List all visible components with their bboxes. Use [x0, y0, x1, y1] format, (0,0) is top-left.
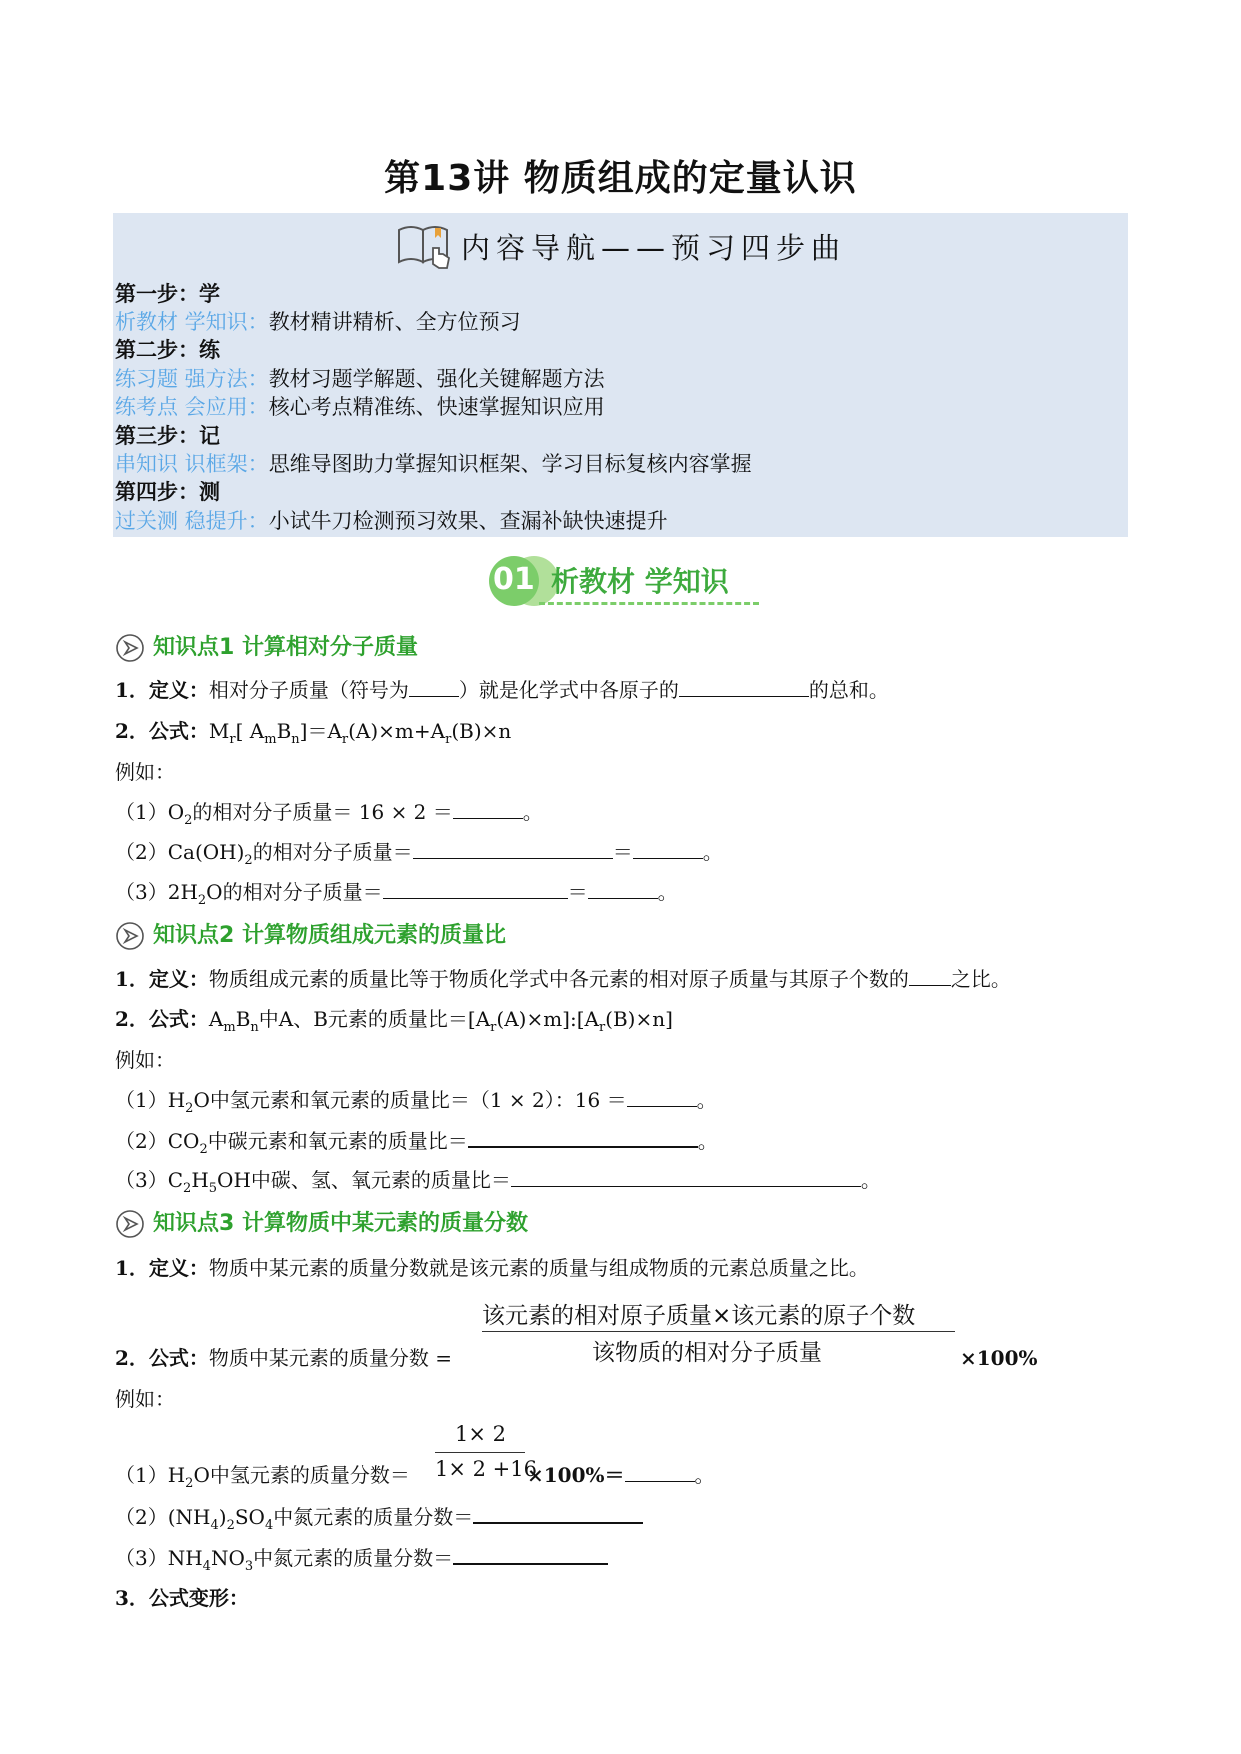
nav-row-4: 练习题 强方法：教材习题学解题、强化关键解题方法: [115, 367, 605, 391]
nav-row-6: 第三步：记: [115, 424, 220, 448]
kp3-fraction-numerator: 该元素的相对原子质量×该元素的原子个数: [482, 1303, 916, 1329]
kp3-formula-variant: 3．公式变形：: [115, 1586, 249, 1610]
nav-heading: 内容导航——预习四步曲: [460, 230, 846, 265]
nav-row-2: 析教材 学知识：教材精讲精析、全方位预习: [115, 310, 521, 334]
kp3-heading: 知识点3 计算物质中某元素的质量分数: [115, 1206, 528, 1239]
kp3-example-1-result: ×100%＝ 。: [527, 1463, 715, 1487]
nav-row-7: 串知识 识框架：思维导图助力掌握知识框架、学习目标复核内容掌握: [115, 452, 752, 476]
kp1-example-2: $(2)Ca(OH)_2$的相对分子质量＝ ＝ 。: [115, 840, 723, 868]
kp1-definition: 1．定义：相对分子质量（符号为 ）就是化学式中各原子的 的总和。: [115, 678, 889, 702]
play-arrow-icon: [115, 921, 145, 951]
kp1-formula: 2．公式：$M_r$[ $A_mB_n]=A_r(A)\times m+A_r(B)\times n$: [115, 719, 512, 747]
kp3-ex1-denominator: 1× 2 +16: [435, 1457, 537, 1481]
kp1-heading: 知识点1 计算相对分子质量: [115, 630, 418, 663]
kp1-example-label: 例如：: [115, 760, 175, 784]
kp3-ex1-fraction-bar: [435, 1452, 525, 1453]
kp3-example-label: 例如：: [115, 1387, 175, 1411]
kp2-definition: 1．定义：物质组成元素的质量比等于物质化学式中各元素的相对原子质量与其原子个数的 之比。: [115, 967, 1011, 991]
nav-header: [113, 222, 1128, 272]
kp2-example-1: $(1)H_2O$中氢元素和氧元素的质量比＝（1 × 2）：16 ＝ 。: [115, 1088, 717, 1116]
kp3-ex1-numerator: 1× 2: [455, 1422, 506, 1446]
kp3-fraction-denominator: 该物质的相对分子质量: [592, 1340, 822, 1366]
nav-row-9: 过关测 稳提升：小试牛刀检测预习效果、查漏补缺快速提升: [115, 509, 668, 533]
section-badge: [485, 552, 765, 608]
section-number: 01: [493, 562, 535, 597]
kp1-example-1: $(1)O_2$的相对分子质量＝ 16 × 2 ＝ 。: [115, 800, 543, 828]
kp2-example-3: $(3)C_2H_5OH$中碳、氢、氧元素的质量比＝ 。: [115, 1168, 881, 1196]
kp2-example-2: $(2)CO_2$中碳元素和氧元素的质量比＝ 。: [115, 1126, 718, 1164]
kp3-fraction-bar: [482, 1331, 955, 1332]
kp2-example-label: 例如：: [115, 1048, 175, 1072]
kp3-example-3: $(3)NH_4NO_3$中氮元素的质量分数＝: [115, 1543, 608, 1581]
nav-row-1: 第一步：学: [115, 282, 220, 306]
kp2-heading: 知识点2 计算物质组成元素的质量比: [115, 918, 506, 951]
book-pointer-icon: [395, 222, 455, 270]
kp3-formula: 2．公式：物质中某元素的质量分数 =: [115, 1346, 453, 1370]
kp3-formula-percent: ×100%: [960, 1346, 1038, 1370]
nav-row-3: 第二步：练: [115, 338, 220, 362]
kp3-example-1: $(1)H_2O$中氢元素的质量分数＝: [115, 1463, 410, 1491]
nav-row-8: 第四步：测: [115, 480, 220, 504]
kp2-formula: 2．公式：$A_mB_n$中A、B元素的质量比$=[A_r(A)\times m]:[A_r(B)\times n]$: [115, 1007, 673, 1035]
play-arrow-icon: [115, 1209, 145, 1239]
section-label: 析教材 学知识: [551, 565, 729, 598]
kp1-example-3: $(3)2H_2O$的相对分子质量＝ ＝ 。: [115, 880, 678, 908]
page-title: 第13讲 物质组成的定量认识: [384, 158, 857, 199]
kp3-definition: 1．定义：物质中某元素的质量分数就是该元素的质量与组成物质的元素总质量之比。: [115, 1256, 869, 1280]
kp3-example-2: $(2)(NH_4)_2SO_4$中氮元素的质量分数＝: [115, 1502, 643, 1540]
play-arrow-icon: [115, 633, 145, 663]
nav-row-5: 练考点 会应用：核心考点精准练、快速掌握知识应用: [115, 395, 605, 419]
